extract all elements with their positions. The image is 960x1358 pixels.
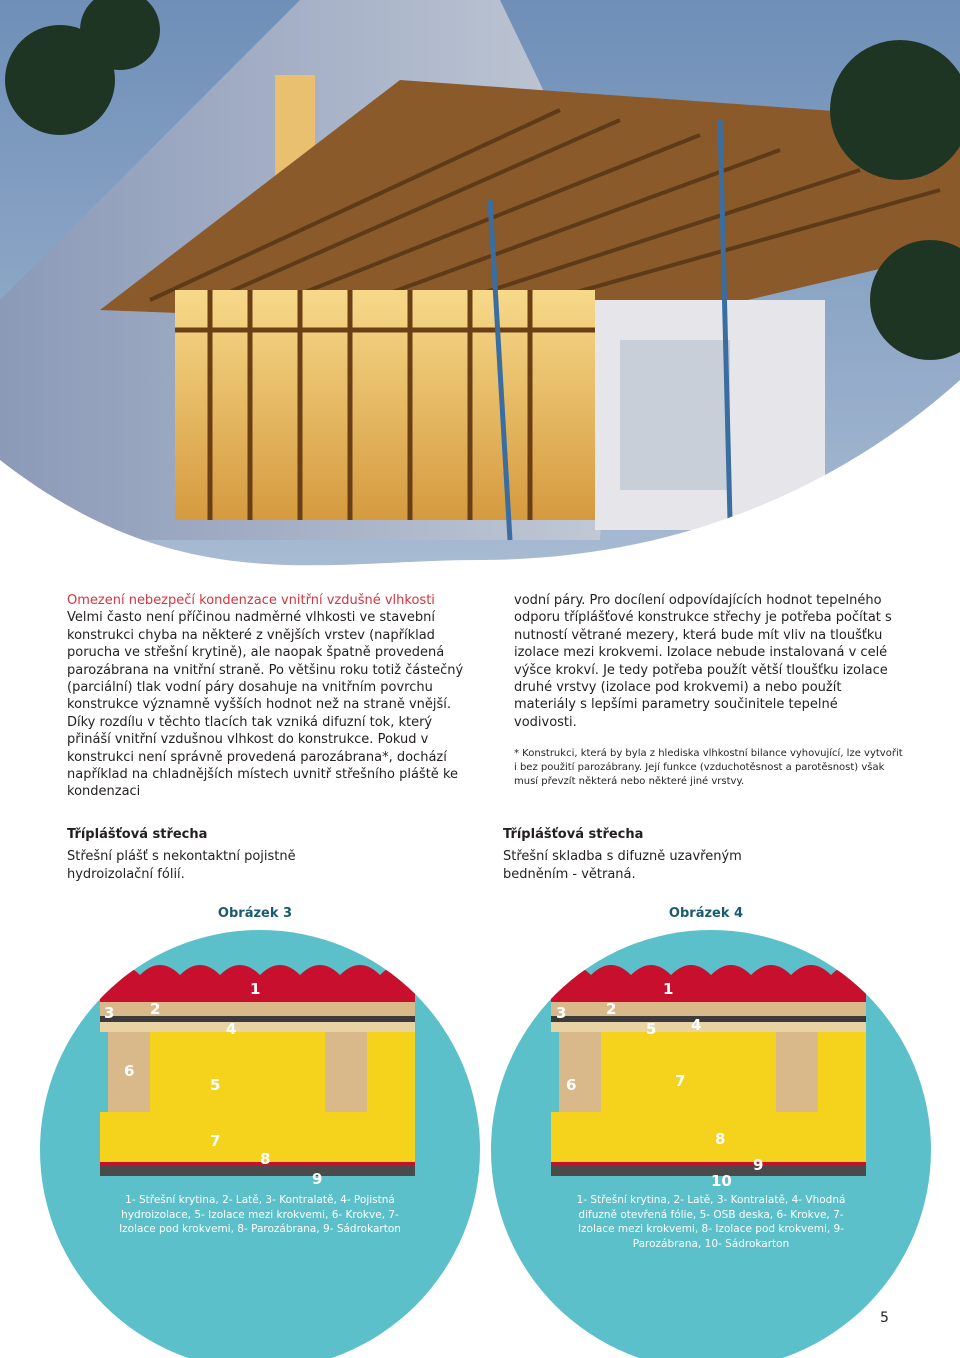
label-9: 9 <box>753 1156 764 1174</box>
footnote: * Konstrukci, která by byla z hlediska vlhkostní bilance vyhovující, lze vytvořit i bez použití parozábrany. Její funkce (vzduchotěsnost a parotěsnost) však musí převzít některá nebo některé jiné vrstvy. <box>514 748 903 788</box>
figure-4-diagram <box>491 930 931 1358</box>
section-title: Tříplášťová střecha <box>67 827 208 842</box>
label-3: 3 <box>104 1004 115 1022</box>
label-2: 2 <box>606 1000 617 1018</box>
figure-3-diagram <box>40 930 480 1358</box>
label-1: 1 <box>663 980 674 998</box>
right-text-column <box>514 592 904 789</box>
section-2 <box>503 826 773 884</box>
label-5: 5 <box>210 1076 221 1094</box>
label-3: 3 <box>556 1004 567 1022</box>
label-8: 8 <box>715 1130 726 1148</box>
label-2: 2 <box>150 1000 161 1018</box>
page-number: 5 <box>880 1310 889 1326</box>
left-text-column <box>67 592 467 801</box>
section-subtitle: Střešní skladba s difuzně uzavřeným bedněním - větraná. <box>503 849 742 882</box>
label-8: 8 <box>260 1150 271 1168</box>
body-paragraph: vodní páry. Pro docílení odpovídajících hodnot tepelného odporu tříplášťové konstrukce střechy je potřeba počítat s nutností větrané mezery, která bude mít vliv na tloušťku izolace mezi krokvemi. Izolace nebude instalovaná v celé výšce krokví. Je tedy potřeba použít větší tloušťku izolace druhé vrstvy (izolace pod krokvemi) a nebo použít materiály s lepšími parametry součinitele tepelné vodivosti. <box>514 593 892 730</box>
figure-3-caption: Obrázek 3 <box>217 906 293 921</box>
label-6: 6 <box>566 1076 577 1094</box>
section-title: Tříplášťová střecha <box>503 827 644 842</box>
body-paragraph: Velmi často není příčinou nadměrné vlhkosti ve stavební konstrukci chyba na některé z vnějších vrstev (například porucha ve střešní krytině), ale naopak špatně provedená parozábrana na vnitřní straně. Po většinu roku totiž částečný (parciální) tlak vodní páry dosahuje na vnitřním povrchu konstrukce významně vyšších hodnot než na straně vnější. Díky rozdílu v těchto tlacích tak vzniká difuzní tok, který přináší vnitřní vzdušnou vlhkost do konstrukce. Pokud v konstrukci není správně provedená parozábrana*, dochází například na chladnějších místech uvnitř střešního pláště ke kondenzaci <box>67 610 464 800</box>
figure-4-caption: Obrázek 4 <box>668 906 744 921</box>
label-6: 6 <box>124 1062 135 1080</box>
figure-4-legend: 1- Střešní krytina, 2- Latě, 3- Kontralatě, 4- Vhodná difuzně otevřená fólie, 5- OSB deska, 6- Krokve, 7- Izolace mezi krokvemi, 8- Izolace pod krokvemi, 9- Parozábrana, 10- Sádrokarton <box>576 1194 846 1250</box>
label-4: 4 <box>691 1016 702 1034</box>
label-9: 9 <box>312 1170 323 1188</box>
label-7: 7 <box>675 1072 686 1090</box>
section-subtitle: Střešní plášť s nekontaktní pojistně hydroizolační fólií. <box>67 849 296 882</box>
section-1 <box>67 826 327 884</box>
label-5: 5 <box>646 1020 657 1038</box>
label-4: 4 <box>226 1020 237 1038</box>
section-heading: Omezení nebezpečí kondenzace vnitřní vzdušné vlhkosti <box>67 593 435 608</box>
label-7: 7 <box>210 1132 221 1150</box>
hero-photo <box>0 0 960 590</box>
figure-3-legend: 1- Střešní krytina, 2- Latě, 3- Kontralatě, 4- Pojistná hydroizolace, 5- Izolace mezi krokvemi, 6- Krokve, 7- Izolace pod krokvemi, 8- Parozábrana, 9- Sádrokarton <box>119 1194 401 1235</box>
label-10: 10 <box>711 1172 732 1190</box>
label-1: 1 <box>250 980 261 998</box>
